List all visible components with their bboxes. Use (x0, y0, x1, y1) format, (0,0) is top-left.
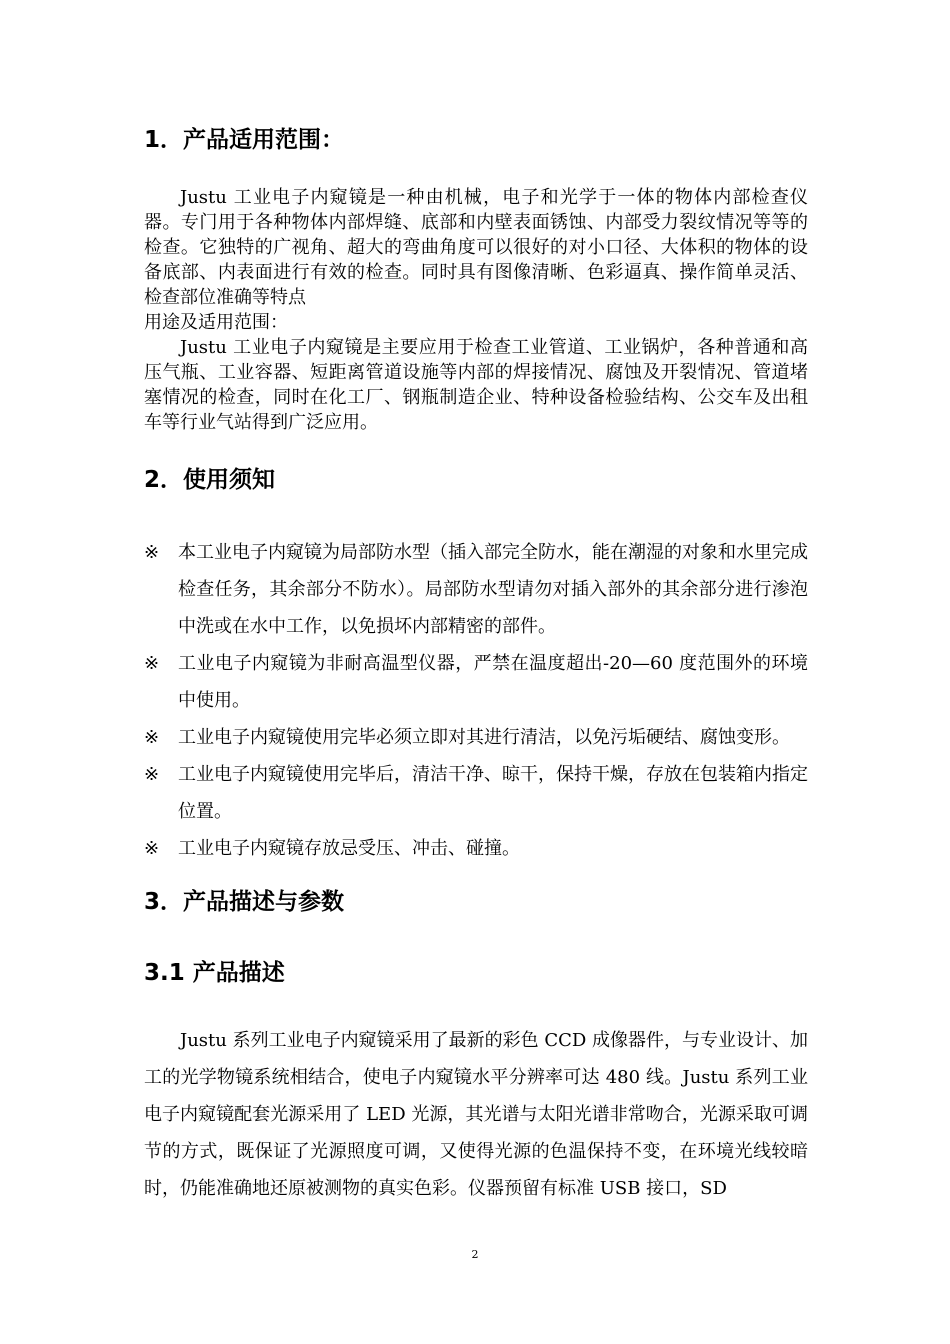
section-3-heading: 3．产品描述与参数 (144, 889, 345, 915)
usage-note (144, 830, 808, 867)
usage-notes-list (144, 534, 808, 867)
product-description-text: Justu 系列工业电子内窥镜采用了最新的彩色 CCD 成像器件，与专业设计、加工的光学物镜系统相结合，使电子内窥镜水平分辨率可达 480 线。Justu 系列工业电子内窥镜配套光源采用了 LED 光源，其光谱与太阳光谱非常吻合，光源采取可调节的方式，既保证了光源照度可调，又使得光源的色温保持不变，在环境光线较暗时，仍能准确地还原被测物的真实色彩。仪器预留有标准 USB 接口，SD (144, 1030, 809, 1199)
reference-mark: ※ (144, 838, 160, 859)
section-1-paragraph-1 (144, 185, 808, 310)
usage-note (144, 756, 808, 830)
section-1-paragraph-2 (144, 335, 808, 435)
usage-note-text: 工业电子内窥镜为非耐高温型仪器，严禁在温度超出-20—60 度范围外的环境中使用。 (178, 653, 808, 711)
product-description (144, 1022, 808, 1207)
subsection-number: 3.1 (144, 960, 185, 986)
section-1-paragraph-2-text: Justu 工业电子内窥镜是主要应用于检查工业管道、工业锅炉，各种普通和高压气瓶、工业容器、短距离管道设施等内部的焊接情况、腐蚀及开裂情况、管道堵塞情况的检查，同时在化工厂、钢瓶制造企业、特种设备检验结构、公交车及出租车等行业气站得到广泛应用。 (144, 337, 808, 433)
reference-mark: ※ (144, 653, 160, 674)
usage-note (144, 719, 808, 756)
usage-note-text: 工业电子内窥镜存放忌受压、冲击、碰撞。 (178, 838, 520, 859)
usage-note-text: 工业电子内窥镜使用完毕后，清洁干净、晾干，保持干燥，存放在包装箱内指定位置。 (178, 764, 808, 822)
usage-note (144, 645, 808, 719)
section-1-heading: 1．产品适用范围： (144, 127, 345, 153)
usage-note-text: 工业电子内窥镜使用完毕必须立即对其进行清洁，以免污垢硬结、腐蚀变形。 (178, 727, 790, 748)
reference-mark: ※ (144, 764, 160, 785)
usage-note-text: 本工业电子内窥镜为局部防水型（插入部完全防水，能在潮湿的对象和水里完成检查任务，其余部分不防水）。局部防水型请勿对插入部外的其余部分进行渗泡中洗或在水中工作，以免损坏内部精密的部件。 (178, 542, 808, 637)
page-number: 2 (471, 1248, 479, 1261)
section-2-heading: 2．使用须知 (144, 467, 276, 493)
usage-note (144, 534, 808, 645)
reference-mark: ※ (144, 727, 160, 748)
reference-mark: ※ (144, 542, 160, 563)
usage-label: 用途及适用范围： (144, 312, 288, 333)
subsection-title: 产品描述 (184, 960, 285, 986)
subsection-3-1-heading (144, 958, 285, 988)
section-1-paragraph-1-text: Justu 工业电子内窥镜是一种由机械，电子和光学于一体的物体内部检查仪器。专门用于各种物体内部焊缝、底部和内壁表面锈蚀、内部受力裂纹情况等等的检查。它独特的广视角、超大的弯曲角度可以很好的对小口径、大体积的物体的设备底部、内表面进行有效的检查。同时具有图像清晰、色彩逼真、操作简单灵活、检查部位准确等特点 (144, 187, 808, 308)
